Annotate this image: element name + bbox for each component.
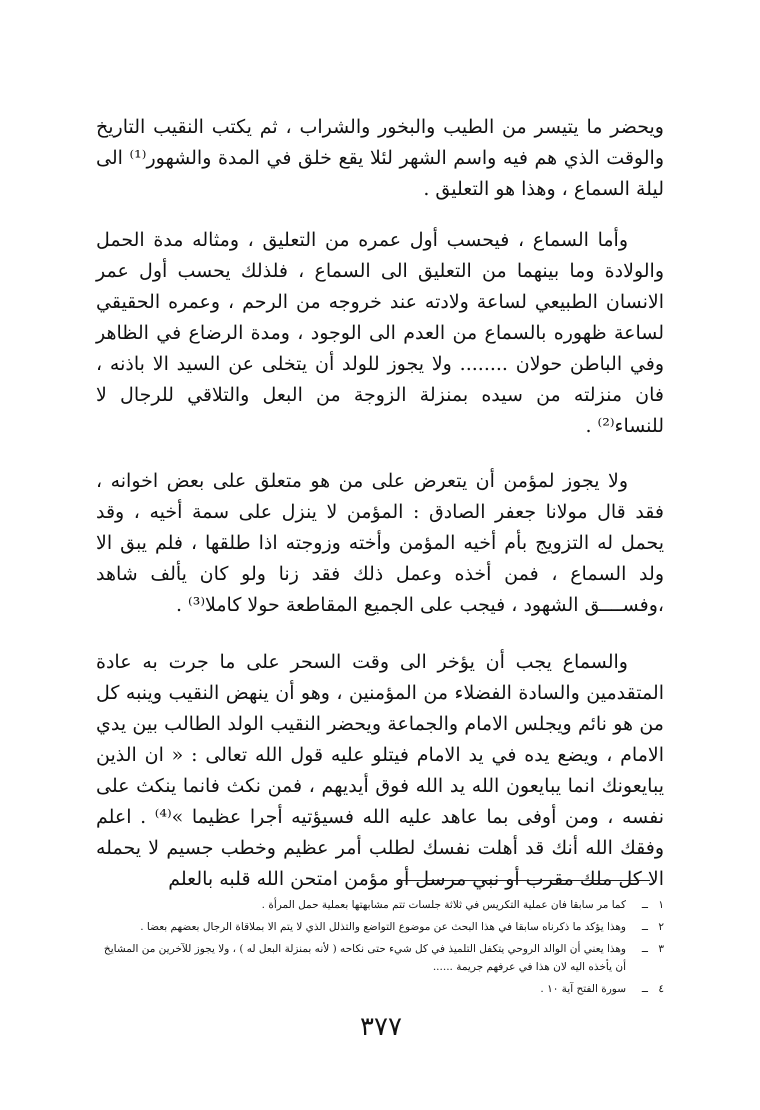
footnote-text: وهذا يعني أن الوالد الروحي يتكفل التلميذ في كل شيء حتى نكاحه ( لأنه بمنزلة البعل له ) ، ولا يجوز للآخرين من المشايخ أن يأخذه اليه لان هذا في عرفهم جريمة ......	[103, 943, 626, 973]
main-text	[96, 112, 664, 895]
footnote-number: ٤	[658, 983, 664, 995]
footnote-dash: ــ	[641, 899, 648, 911]
paragraph-4: والسماع يجب أن يؤخر الى وقت السحر على ما جرت به عادة المتقدمين والسادة الفضلاء من المؤمنين ، وهو أن ينهض النقيب وينبه كل من هو نائم ويجلس الامام والجماعة ويحضر النقيب الولد الطالب بين يدي الامام ، ويضع يده في يد الامام فيتلو عليه قول الله تعالى : « ان الذين يبايعونك انما يبايعون الله يد الله فوق أيديهم ، فمن نكث فانما ينكث على نفسه ، ومن أوفى بما عاهد عليه الله فسيؤتيه أجرا عظيما »⁽⁴⁾ . اعلم وفقك الله أنك قد أهلت نفسك لطلب أمر عظيم وخطب جسيم لا يحمله الا كل ملك مقرب أو نبي مرسل أو مؤمن امتحن الله قلبه بالعلم	[96, 651, 665, 890]
footnote-3	[96, 940, 664, 976]
paragraph-2: وأما السماع ، فيحسب أول عمره من التعليق ، ومثاله مدة الحمل والولادة وما بينهما من التعليق الى السماع ، فلذلك يحسب أول عمر الانسان الطبيعي لساعة ولادته عند خروجه من الرحم ، وعمره الحقيقي لساعة ظهوره بالسماع من العدم الى الوجود ، ومدة الرضاع في الظاهر وفي الباطن حولان ........ ولا يجوز للولد أن يتخلى عن السيد الا باذنه ، فان منزلته من سيده بمنزلة الزوجة من البعل والتلاقي للرجال لا للنساء⁽²⁾ .	[96, 229, 664, 437]
paragraph-1: ويحضر ما يتيسر من الطيب والبخور والشراب ، ثم يكتب النقيب التاريخ والوقت الذي هم فيه واسم الشهر لئلا يقع خلق في المدة والشهور⁽¹⁾ الى ليلة السماع ، وهذا هو التعليق .	[96, 116, 664, 200]
footnote-dash: ــ	[641, 921, 648, 933]
paragraph-3: ولا يجوز لمؤمن أن يتعرض على من هو متعلق على بعض اخوانه ، فقد قال مولانا جعفر الصادق : المؤمن لا ينزل على سمة أخيه ، وقد يحمل له التزويج بأم أخيه المؤمن وأخته وزوجته اذا طلقها ، فلم يبق الا ولد السماع ، فمن أخذه وعمل ذلك فقد زنا ولو كان يألف شاهد ،وفســــق الشهود ، فيجب على الجميع المقاطعة حولا كاملا⁽³⁾ .	[96, 470, 664, 616]
footnote-number: ٣	[658, 943, 664, 955]
footnote-number: ١	[658, 899, 664, 911]
footnote-4	[96, 980, 664, 998]
footnote-text: كما مر سابقا فان عملية التكريس في ثلاثة جلسات تتم مشابهتها بعملية حمل المرأة .	[261, 899, 626, 911]
page-number: ٣٧٧	[360, 1012, 402, 1042]
footnote-2	[96, 918, 664, 936]
footnote-text: وهذا يؤكد ما ذكرناه سابقا في هذا البحث عن موضوع التواضع والتذلل الذي لا يتم الا بملاقاة الرجال بعضهم بعضا .	[140, 921, 626, 933]
footnotes	[96, 896, 664, 1002]
footnote-dash: ــ	[641, 983, 648, 995]
footnote-text: سورة الفتح آية ١٠ .	[540, 983, 626, 995]
footnote-separator	[398, 880, 650, 881]
footnote-dash: ــ	[641, 943, 648, 955]
footnote-1	[96, 896, 664, 914]
footnote-number: ٢	[658, 921, 664, 933]
